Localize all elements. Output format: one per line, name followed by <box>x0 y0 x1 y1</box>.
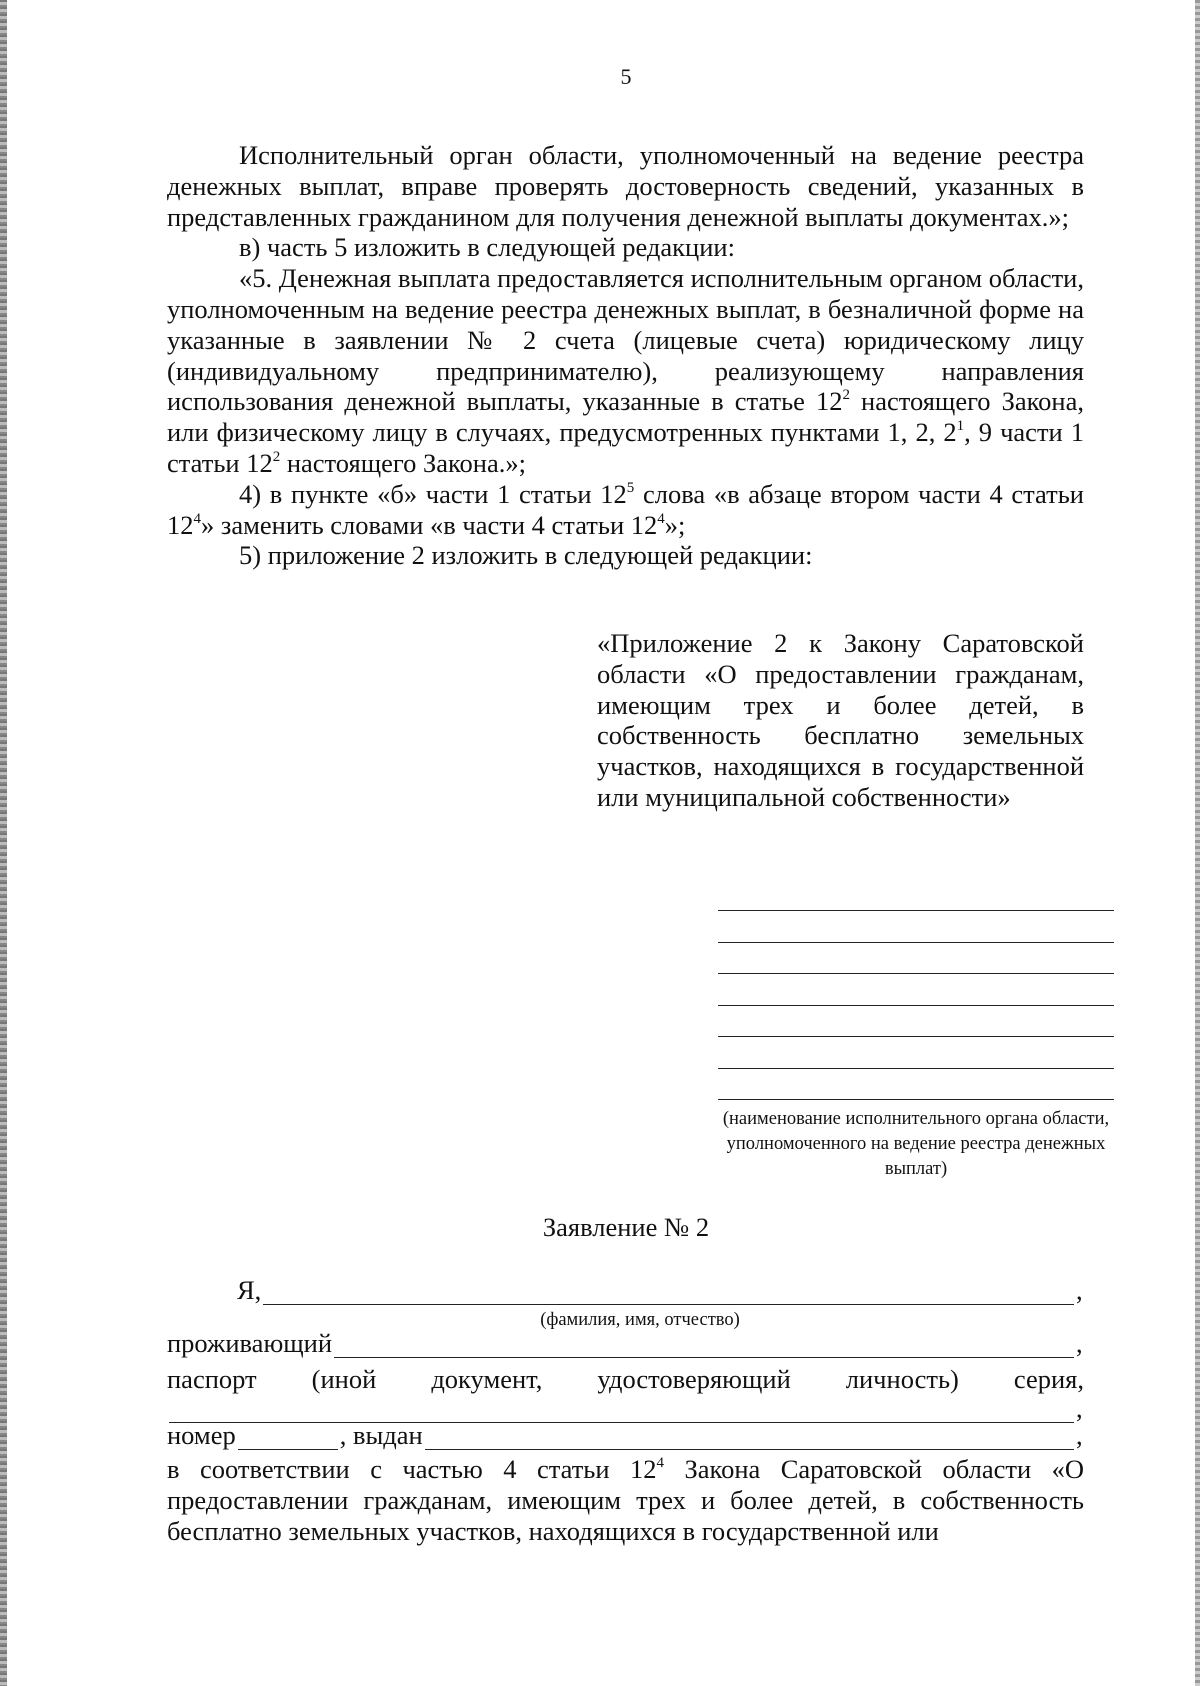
address-line <box>718 1005 1114 1006</box>
paragraph-item4: 4) в пункте «б» части 1 статьи $12^5$ слова «в абзаце втором части 4 статьи $12^4$» заменить словами «в части 4 статьи $12^4$»; <box>167 478 1084 540</box>
form-row-passport-line: , <box>167 1393 1084 1423</box>
address-line <box>718 942 1114 943</box>
paragraph-part5-intro: в) часть 5 изложить в следующей редакции: <box>239 232 735 263</box>
form-row-residence: проживающий , <box>167 1328 1083 1358</box>
statement-body-text: в соответствии с частью 4 статьи $12^4$ Закона Саратовской области «О предоставлении гражданам, имеющим трех и более детей, в собственность бесплатно земельных участков, находящихся в государственной или <box>167 1454 1084 1546</box>
paragraph-item5: 5) приложение 2 изложить в следующей редакции: <box>239 540 813 571</box>
paragraph-verification: Исполнительный орган области, уполномоченный на ведение реестра денежных выплат, вправе проверять достоверность сведений, указанных в представленных гражданином для получения денежной выплаты документах.»; <box>167 140 1084 232</box>
address-caption: (наименование исполнительного органа области, уполномоченного на ведение реестра денежных выплат) <box>722 1109 1110 1179</box>
residence-field-line <box>334 1335 1074 1358</box>
page-number: 5 <box>620 64 632 89</box>
address-line <box>718 1036 1114 1037</box>
label-number: номер <box>167 1420 236 1450</box>
label-ya: Я, <box>237 1275 262 1305</box>
form-row-passport: паспорт (иной документ, удостоверяющий личность) серия, <box>167 1364 1084 1394</box>
address-fill-lines <box>718 910 1114 1131</box>
address-line <box>718 1068 1114 1069</box>
address-line <box>718 910 1114 911</box>
law-amendment-text <box>167 140 1084 571</box>
label-residing: проживающий <box>167 1328 333 1358</box>
scan-edge-left <box>0 0 7 1686</box>
issued-field-line <box>425 1427 1074 1450</box>
name-field-line <box>263 1282 1074 1305</box>
label-issued: , выдан <box>339 1420 423 1450</box>
paragraph-part5: «5. Денежная выплата предоставляется исполнительным органом области, уполномоченным на ведение реестра денежных выплат, в безналичной форме на указанные в заявлении № 2 счета (лицевые счета) юридическому лицу (индивидуальному предпринимателю), реализующему направления использования денежной выплаты, указанные в статье $12^2$ настоящего Закона, или физическому лицу в случаях, предусмотренных пунктами 1, 2, $2^1$, 9 части 1 статьи $12^2$ настоящего Закона.»; <box>167 263 1085 478</box>
scan-edge-right <box>1195 0 1200 1686</box>
appendix-heading: «Приложение 2 к Закону Саратовской области «О предоставлении гражданам, имеющим трех и более детей, в собственность бесплатно земельных участков, находящихся в государственной или муниципальной собственности» <box>597 628 1084 812</box>
form-row-number: номер , выдан , <box>167 1420 1083 1450</box>
form-row-name: Я, , <box>237 1275 1083 1305</box>
address-line <box>718 1099 1114 1100</box>
address-line <box>718 973 1114 974</box>
statement-title: Заявление № 2 <box>542 1212 710 1242</box>
fio-caption: (фамилия, имя, отчество) <box>540 1310 740 1330</box>
number-field-line <box>238 1427 338 1450</box>
